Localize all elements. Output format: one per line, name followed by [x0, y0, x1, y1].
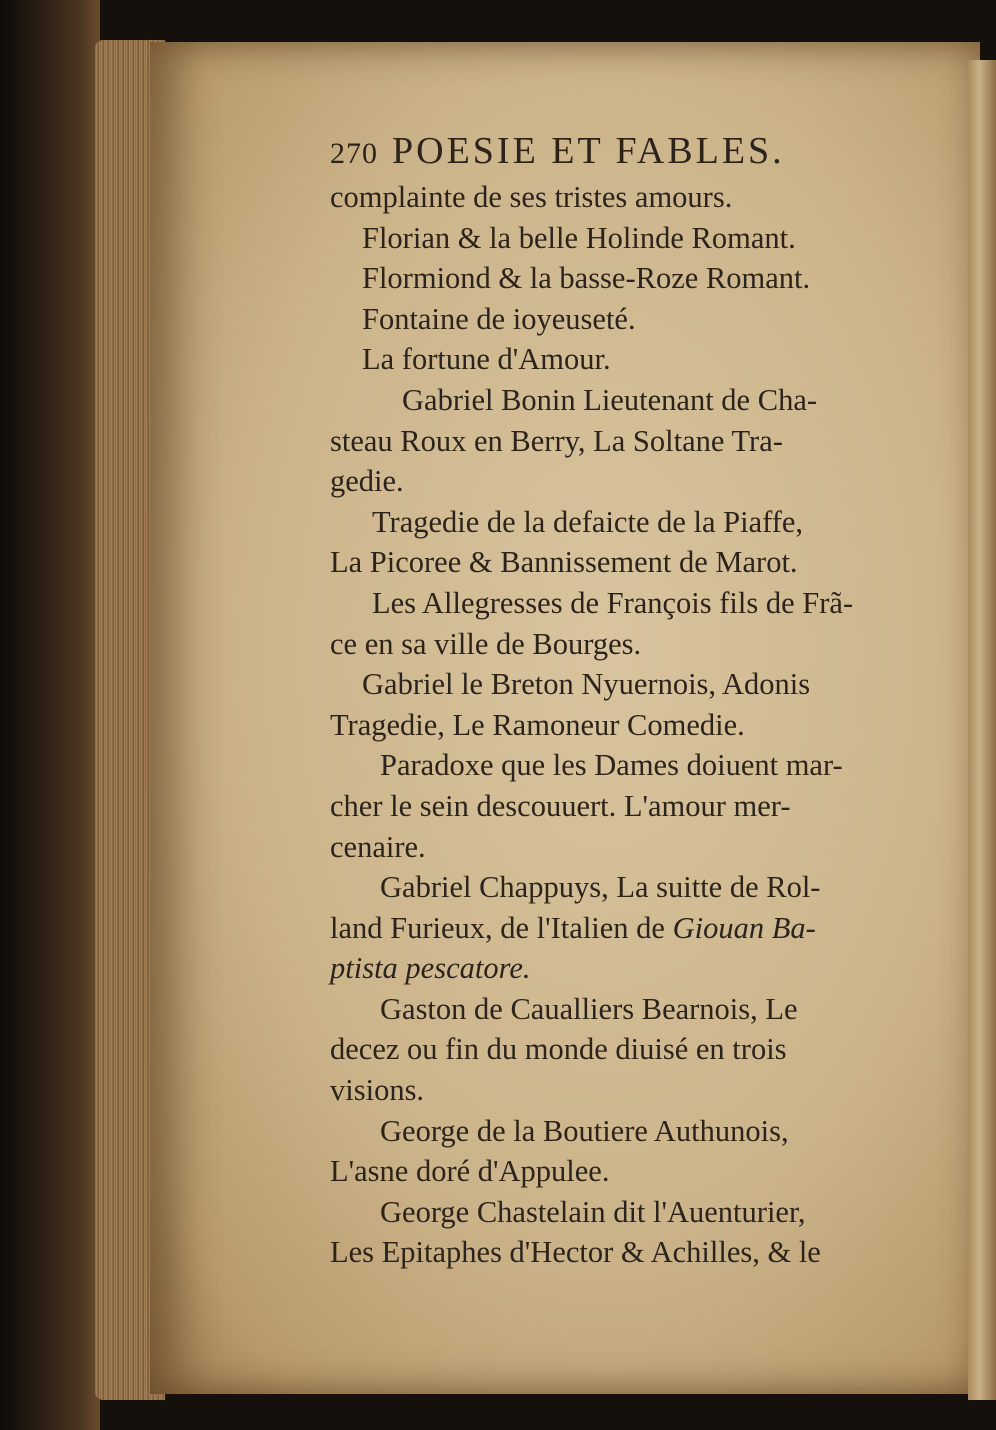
line-text: L'asne doré d'Appulee.	[330, 1154, 610, 1189]
line-text: land Furieux, de l'Italien de	[330, 910, 673, 945]
running-title: POESIE ET FABLES.	[392, 130, 785, 172]
line-text: Tragedie de la defaicte de la Piaffe,	[372, 504, 804, 539]
text-line	[330, 948, 930, 989]
text-line	[330, 664, 930, 705]
text-lines	[330, 177, 930, 1273]
running-head	[330, 125, 930, 177]
line-text: Gabriel Bonin Lieutenant de Cha-	[402, 382, 818, 417]
text-line	[330, 258, 930, 299]
line-text: cenaire.	[330, 829, 426, 864]
text-line	[330, 1232, 930, 1273]
text-line	[330, 989, 930, 1030]
text-block	[330, 125, 930, 1273]
line-text: decez ou fin du monde diuisé en trois	[330, 1032, 787, 1067]
line-italic-text: Giouan Ba-	[672, 910, 816, 945]
text-line	[330, 908, 930, 949]
line-text: Tragedie, Le Ramoneur Comedie.	[330, 707, 745, 742]
text-line	[330, 705, 930, 746]
line-text: complainte de ses tristes amours.	[330, 180, 733, 214]
text-line	[330, 1070, 930, 1111]
text-line	[330, 1151, 930, 1192]
book-cover	[0, 0, 100, 1430]
text-line	[330, 339, 930, 380]
text-line	[330, 177, 930, 218]
page-number: 270	[330, 137, 378, 170]
line-text: gedie.	[330, 464, 404, 499]
line-text: Gabriel Chappuys, La suitte de Rol-	[380, 870, 821, 905]
text-line	[330, 786, 930, 827]
line-text: Florian & la belle Holinde Romant.	[362, 220, 796, 255]
text-line	[330, 542, 930, 583]
line-text: ce en sa ville de Bourges.	[330, 626, 642, 661]
line-text: George de la Boutiere Authunois,	[380, 1113, 789, 1148]
line-text: George Chastelain dit l'Auenturier,	[380, 1194, 806, 1229]
line-text: cher le sein descouuert. L'amour mer-	[330, 788, 791, 823]
text-line	[330, 745, 930, 786]
text-line	[330, 583, 930, 624]
line-text: Les Epitaphes d'Hector & Achilles, & le	[330, 1235, 821, 1270]
text-line	[330, 1111, 930, 1152]
line-text: Flormiond & la basse-Roze Romant.	[362, 261, 811, 296]
text-line	[330, 502, 930, 543]
text-line	[330, 1192, 930, 1233]
line-text: Fontaine de ioyeuseté.	[362, 301, 636, 336]
line-text: visions.	[330, 1073, 425, 1108]
text-line	[330, 867, 930, 908]
text-line	[330, 827, 930, 868]
line-text: Gaston de Caualliers Bearnois, Le	[380, 991, 798, 1026]
text-line	[330, 624, 930, 665]
line-italic-text: ptista pescatore.	[330, 951, 531, 986]
line-text: La fortune d'Amour.	[362, 342, 611, 377]
text-line	[330, 380, 930, 421]
text-line	[330, 299, 930, 340]
line-text: Gabriel le Breton Nyuernois, Adonis	[362, 667, 811, 702]
line-text: Les Allegresses de François fils de Frã-	[372, 585, 854, 620]
line-text: steau Roux en Berry, La Soltane Tra-	[330, 423, 783, 458]
facing-page-edge	[968, 60, 996, 1400]
text-line	[330, 218, 930, 259]
line-text: Paradoxe que les Dames doiuent mar-	[380, 748, 843, 783]
text-line	[330, 461, 930, 502]
line-text: La Picoree & Bannissement de Marot.	[330, 545, 798, 580]
text-line	[330, 1029, 930, 1070]
text-line	[330, 421, 930, 462]
